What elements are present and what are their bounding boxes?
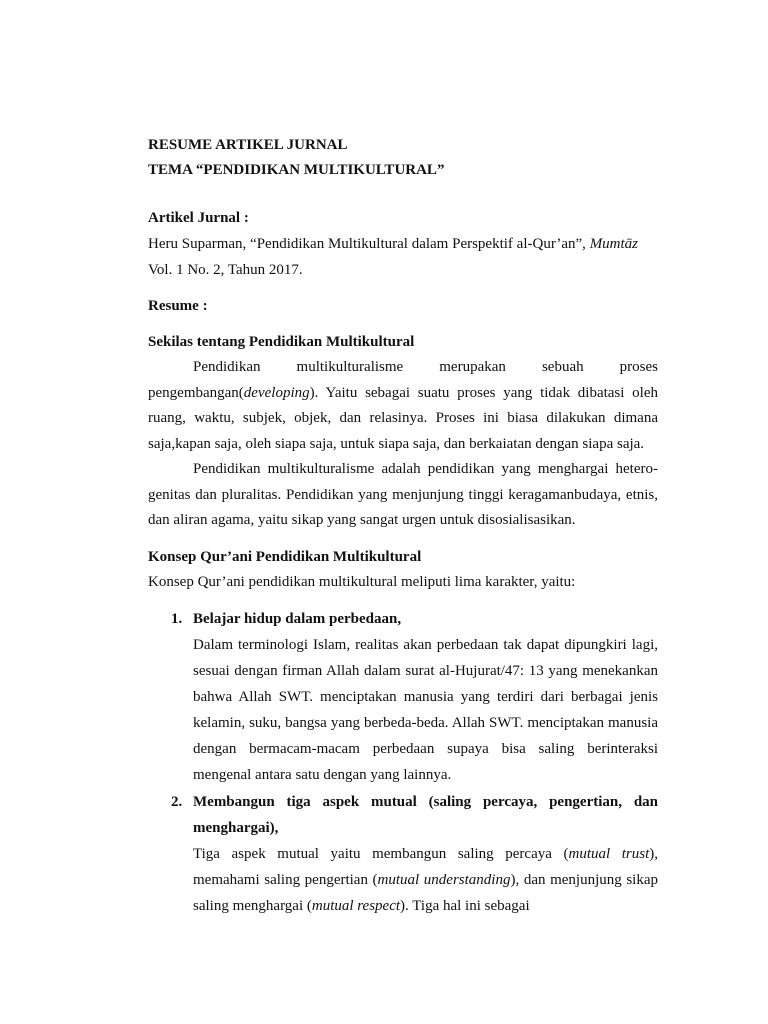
artikel-citation: [148, 232, 658, 258]
list-item: [148, 606, 658, 788]
document-title: RESUME ARTIKEL JURNAL: [148, 137, 348, 153]
section-heading-sekilas: Sekilas tentang Pendidikan Multikultural: [148, 334, 415, 350]
list-item-title: Membangun tiga aspek mutual (saling percaya, pengertian, dan menghargai),: [193, 794, 658, 836]
list-item-emphasis: mutual respect: [311, 898, 401, 914]
list-item-number: 1.: [171, 611, 183, 627]
list-item-emphasis: mutual understanding: [377, 872, 511, 888]
paragraph-emphasis: developing: [243, 384, 310, 401]
paragraph-sekilas-2: Pendidikan multikulturalisme adalah pendidikan yang menghargai hetero-genitas dan pluralitas. Pendidikan yang menjunjung tinggi keragamanbudaya, etnis, dan aliran agama, yaitu sikap yang sangat urgen untuk disosialisasikan.: [148, 461, 658, 528]
list-item-text: Tiga aspek mutual yaitu membangun saling percaya (: [193, 846, 569, 862]
konsep-intro: Konsep Qur’ani pendidikan multikultural meliputi lima karakter, yaitu:: [148, 573, 576, 590]
list-item-text: ), dan menjunjung sikap saling menghargai (: [193, 872, 658, 914]
artikel-citation-volume: Vol. 1 No. 2, Tahun 2017.: [148, 261, 303, 278]
paragraph-sekilas-1: [148, 355, 658, 457]
section-heading-konsep: Konsep Qur’ani Pendidikan Multikultural: [148, 548, 422, 565]
spacer: [148, 319, 658, 330]
paragraph-text: Pendidikan multikulturalisme merupakan sebuah proses pengembangan(: [148, 359, 658, 401]
document-content: [148, 133, 658, 919]
list-item-emphasis: mutual trust: [568, 846, 650, 862]
list-item: [148, 789, 658, 919]
resume-label: Resume :: [148, 298, 208, 314]
list-item-body: [193, 841, 658, 919]
citation-text: Heru Suparman, “Pendidikan Multikultural dalam Perspektif al-Qur’an”,: [148, 236, 590, 252]
spacer: [148, 183, 658, 206]
list-item-body: Dalam terminologi Islam, realitas akan perbedaan tak dapat dipungkiri lagi, sesuai dengan firman Allah dalam surat al-Hujurat/47: 13 yang menekankan bahwa Allah SWT. menciptakan manusia yang terdiri dari berbagai jenis kelamin, suku, bangsa yang berbeda-beda. Allah SWT. menciptakan manusia dengan bermacam-macam perbedaan supaya bisa saling berinteraksi mengenal antara satu dengan yang lainnya.: [193, 637, 658, 783]
paragraph-text: ). Yaitu sebagai suatu proses yang tidak dibatasi oleh ruang, waktu, subjek, objek, dan relasinya. Proses ini biasa dilakukan dimana saja,kapan saja, oleh siapa saja, untuk siapa saja, dan berkaiatan dengan siapa saja.: [148, 384, 658, 452]
document-theme: TEMA “PENDIDIKAN MULTIKULTURAL”: [148, 162, 445, 178]
karakter-list: [148, 606, 658, 919]
list-item-number: 2.: [171, 794, 183, 810]
spacer: [148, 283, 658, 294]
list-item-text: ). Tiga hal ini sebagai: [400, 898, 530, 914]
spacer: [148, 534, 658, 545]
list-item-text: ), memahami saling pengertian (: [193, 846, 658, 888]
spacer: [148, 595, 658, 606]
artikel-label: Artikel Jurnal :: [148, 210, 249, 226]
list-item-title: Belajar hidup dalam perbedaan,: [193, 611, 402, 627]
journal-name: Mumtāz: [589, 236, 639, 252]
